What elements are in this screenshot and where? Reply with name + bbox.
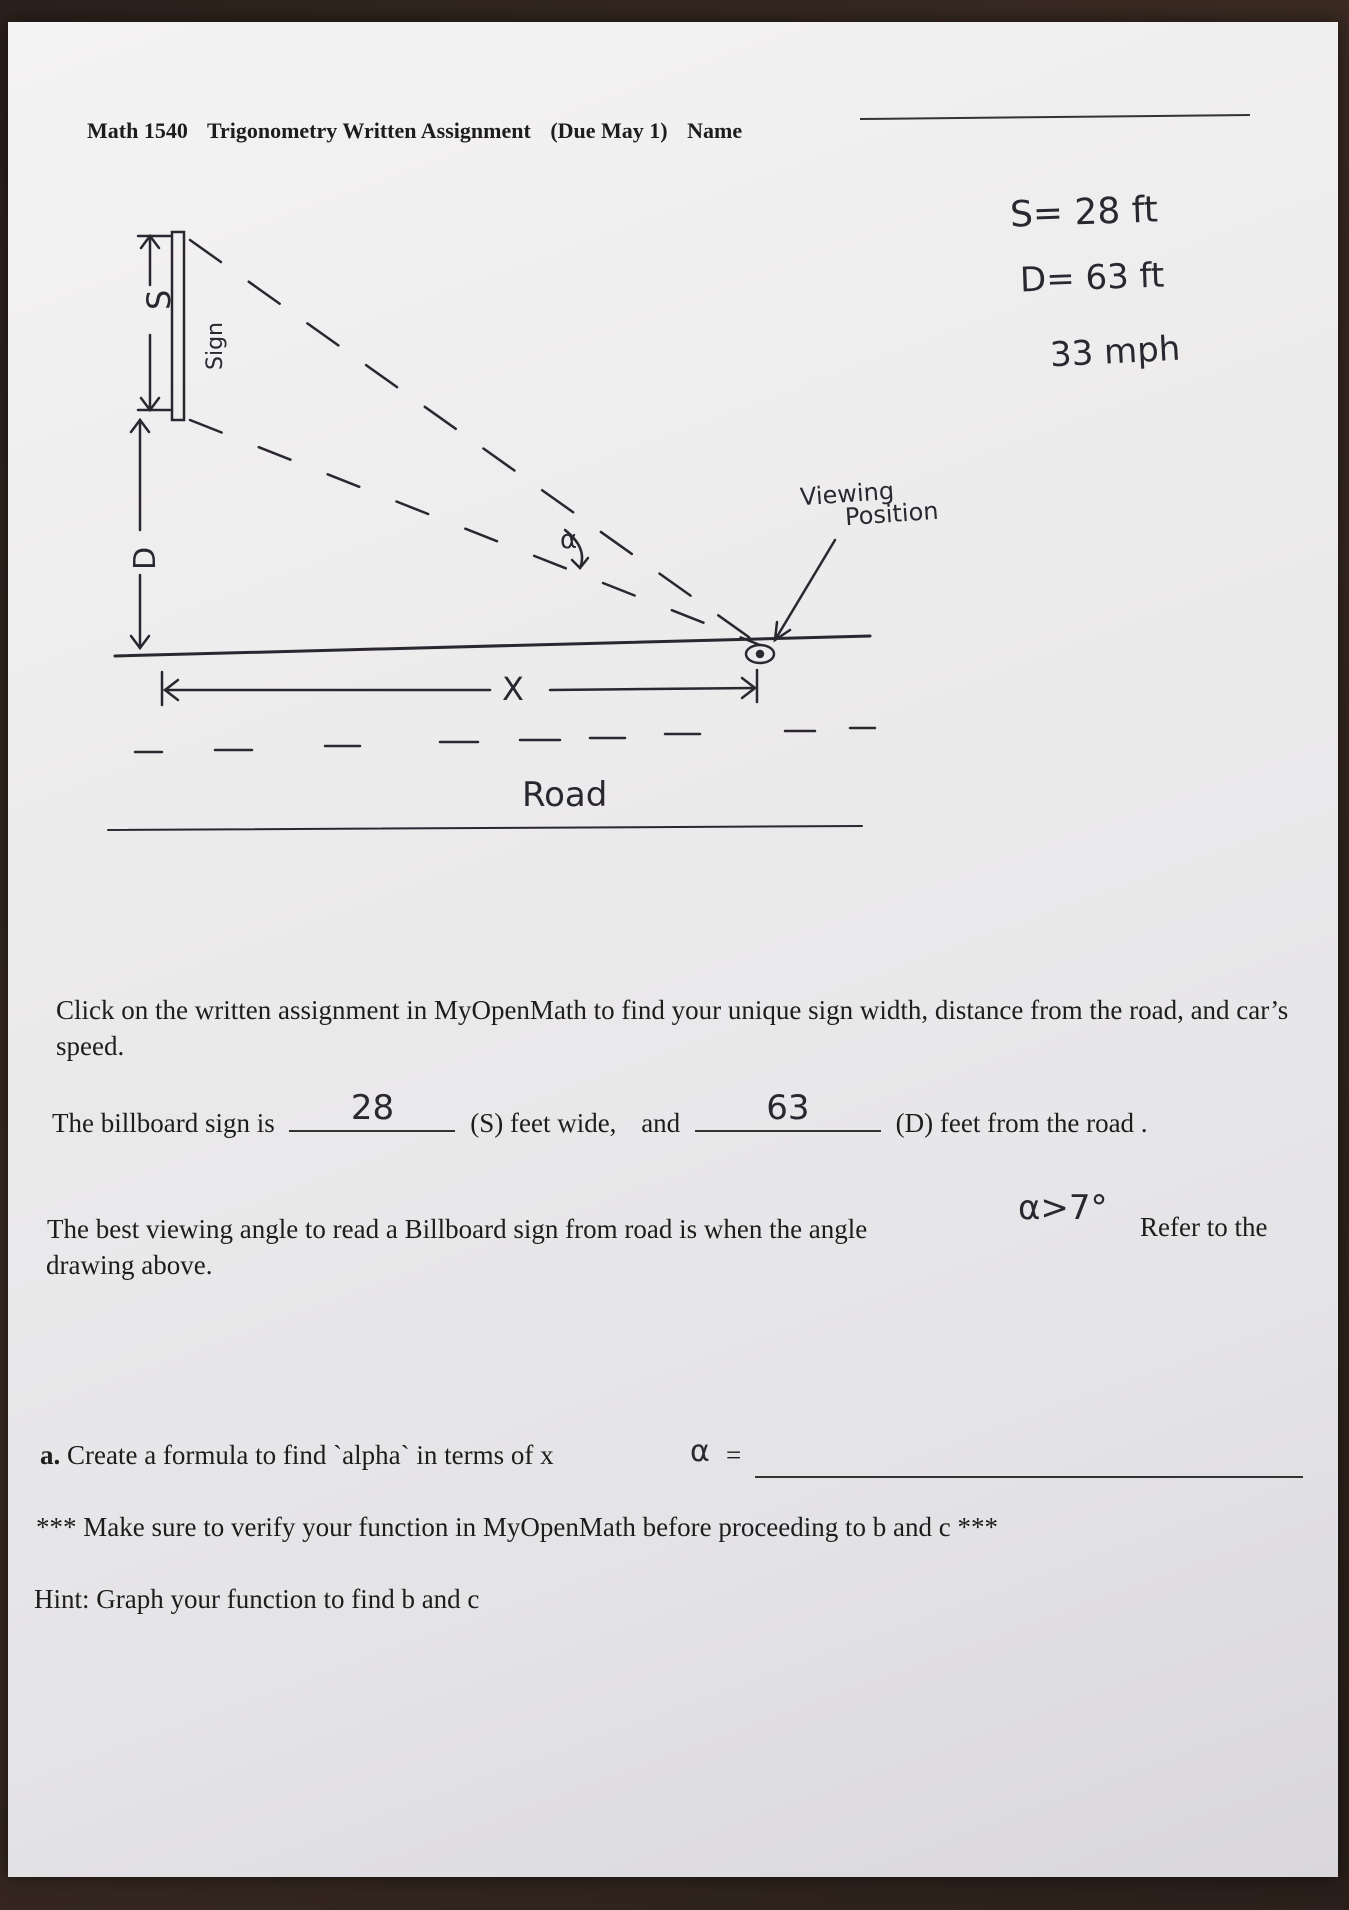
road-label: Road	[522, 775, 608, 815]
sign-text-2: (S) feet wide,	[470, 1108, 617, 1138]
handwritten-speed: 33 mph	[1049, 328, 1182, 376]
question-a	[40, 1440, 554, 1471]
billboard-sign	[172, 232, 184, 420]
s-blank-value: 28	[350, 1088, 395, 1128]
viewing-label: Viewing	[799, 476, 895, 512]
sight-line-bottom	[190, 420, 760, 645]
alpha-formula-blank[interactable]	[755, 1450, 1303, 1478]
question-a-letter: a.	[40, 1440, 61, 1470]
s-blank[interactable]	[289, 1088, 455, 1132]
billboard-diagram	[0, 0, 1349, 860]
sight-line-top	[190, 240, 760, 645]
billboard-sentence	[52, 1088, 1148, 1139]
alpha-symbol: α	[690, 1434, 710, 1469]
handwritten-s-value: S= 28 ft	[1009, 189, 1159, 236]
course-code: Math 1540	[87, 118, 188, 143]
question-a-text: Create a formula to find `alpha` in terms of x	[67, 1440, 554, 1470]
s-label: S	[140, 289, 178, 310]
angle-text-1: The best viewing angle to read a Billboard sign from road is when the angle	[47, 1214, 868, 1244]
alpha-label: α	[560, 525, 578, 555]
angle-text-2: Refer to the	[1140, 1212, 1268, 1242]
sign-label: Sign	[203, 322, 228, 370]
hint-text: Hint: Graph your function to find b and c	[34, 1584, 480, 1614]
d-blank-value: 63	[766, 1088, 810, 1128]
angle-text-3: drawing above.	[46, 1250, 213, 1280]
viewing-pointer	[775, 540, 835, 640]
name-label: Name	[687, 118, 743, 143]
intro-text: Click on the written assignment in MyOpenMath to find your unique sign width, distance from the road, and car’s speed.	[56, 995, 1289, 1061]
angle-condition: α>7°	[1018, 1188, 1108, 1228]
handwritten-d-value: D= 63 ft	[1019, 255, 1165, 301]
road-edge-line	[108, 826, 862, 830]
question-a-equals: =	[726, 1440, 742, 1470]
sign-and: and	[641, 1108, 681, 1138]
x-dimension-line-right	[550, 688, 755, 690]
due-date: (Due May 1)	[550, 118, 668, 143]
sign-text-3: (D) feet from the road .	[895, 1108, 1148, 1138]
position-label: Position	[844, 496, 940, 532]
sign-text-1: The billboard sign is	[52, 1108, 275, 1138]
assignment-title: Trigonometry Written Assignment	[206, 118, 531, 143]
verify-note: *** Make sure to verify your function in MyOpenMath before proceeding to b and c ***	[36, 1512, 998, 1542]
d-blank[interactable]	[695, 1088, 881, 1132]
x-label: X	[502, 670, 524, 708]
d-label: D	[128, 546, 163, 570]
